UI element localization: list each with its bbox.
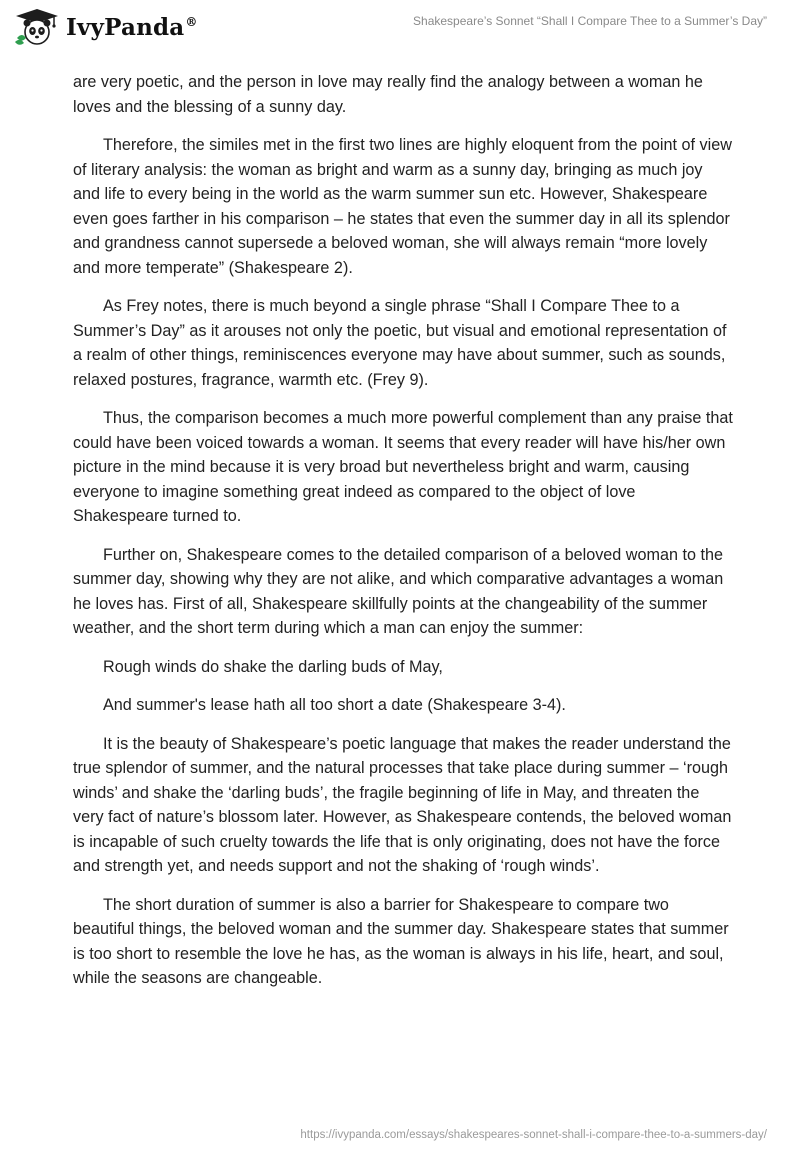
brand-logo[interactable] — [14, 8, 198, 46]
paragraph: As Frey notes, there is much beyond a single phrase “Shall I Compare Thee to a Summer’s Day” as it arouses not only the poetic, but visual and emotional representation of a realm of other things, reminiscences everyone may have about summer, such as sounds, relaxed postures, fragrance, warmth etc. (Frey 9). — [73, 297, 727, 389]
registered-mark: ® — [185, 14, 198, 29]
essay-body — [73, 70, 733, 1005]
paragraph: Further on, Shakespeare comes to the detailed comparison of a beloved woman to the summer day, showing why they are not alike, and which comparative advantages a woman he loves has. First of all, Shakespeare skillfully points at the changeability of the summer weather, and the short term during which a man can enjoy the summer: — [73, 545, 724, 637]
paragraph: Thus, the comparison becomes a much more powerful complement than any praise that could have been voiced towards a woman. It seems that every reader will have his/her own picture in the mind because it is very broad but nevertheless bright and warm, causing everyone to imagine something great indeed as compared to the object of love Shakespeare turned to. — [73, 409, 733, 525]
quote-line: Rough winds do shake the darling buds of May, — [103, 657, 443, 676]
brand-name: IvyPanda® — [66, 13, 198, 41]
paragraph: are very poetic, and the person in love may really find the analogy between a woman he loves and the blessing of a sunny day. — [73, 73, 703, 116]
page-header — [0, 0, 800, 70]
paragraph: Therefore, the similes met in the first two lines are highly eloquent from the point of view of literary analysis: the woman as bright and warm as a sunny day, bringing as much joy and life to every being in the world as the warm summer sun etc. However, Shakespeare even goes farther in his comparison – he states that even the summer day in all its splendor and grandness cannot supersede a beloved woman, she will always remain “more lovely and more temperate” (Shakespeare 2). — [73, 136, 732, 277]
source-url[interactable]: https://ivypanda.com/essays/shakespeares-sonnet-shall-i-compare-thee-to-a-summers-day/ — [300, 1129, 767, 1141]
quote-line: And summer's lease hath all too short a date (Shakespeare 3-4). — [103, 696, 566, 714]
paragraph: The short duration of summer is also a barrier for Shakespeare to compare two beautiful things, the beloved woman and the summer day. Shakespeare states that summer is too short to resemble the love he has, as the woman is always in his life, heart, and soul, while the seasons are changeable. — [73, 895, 729, 987]
document-title: Shakespeare’s Sonnet “Shall I Compare Thee to a Summer’s Day” — [413, 14, 767, 28]
paragraph: It is the beauty of Shakespeare’s poetic language that makes the reader understand the true splendor of summer, and the natural processes that take place during summer – ‘rough winds’ and shake the ‘darling buds’, the fragile beginning of life in May, and threaten the very fact of nature’s blossom later. However, as Shakespeare contends, the beloved woman is incapable of such cruelty towards the life that is only originating, does not have the force and strength yet, and needs support and not the shaking of ‘rough winds’. — [73, 734, 732, 875]
panda-graduation-cap-icon — [14, 8, 60, 46]
